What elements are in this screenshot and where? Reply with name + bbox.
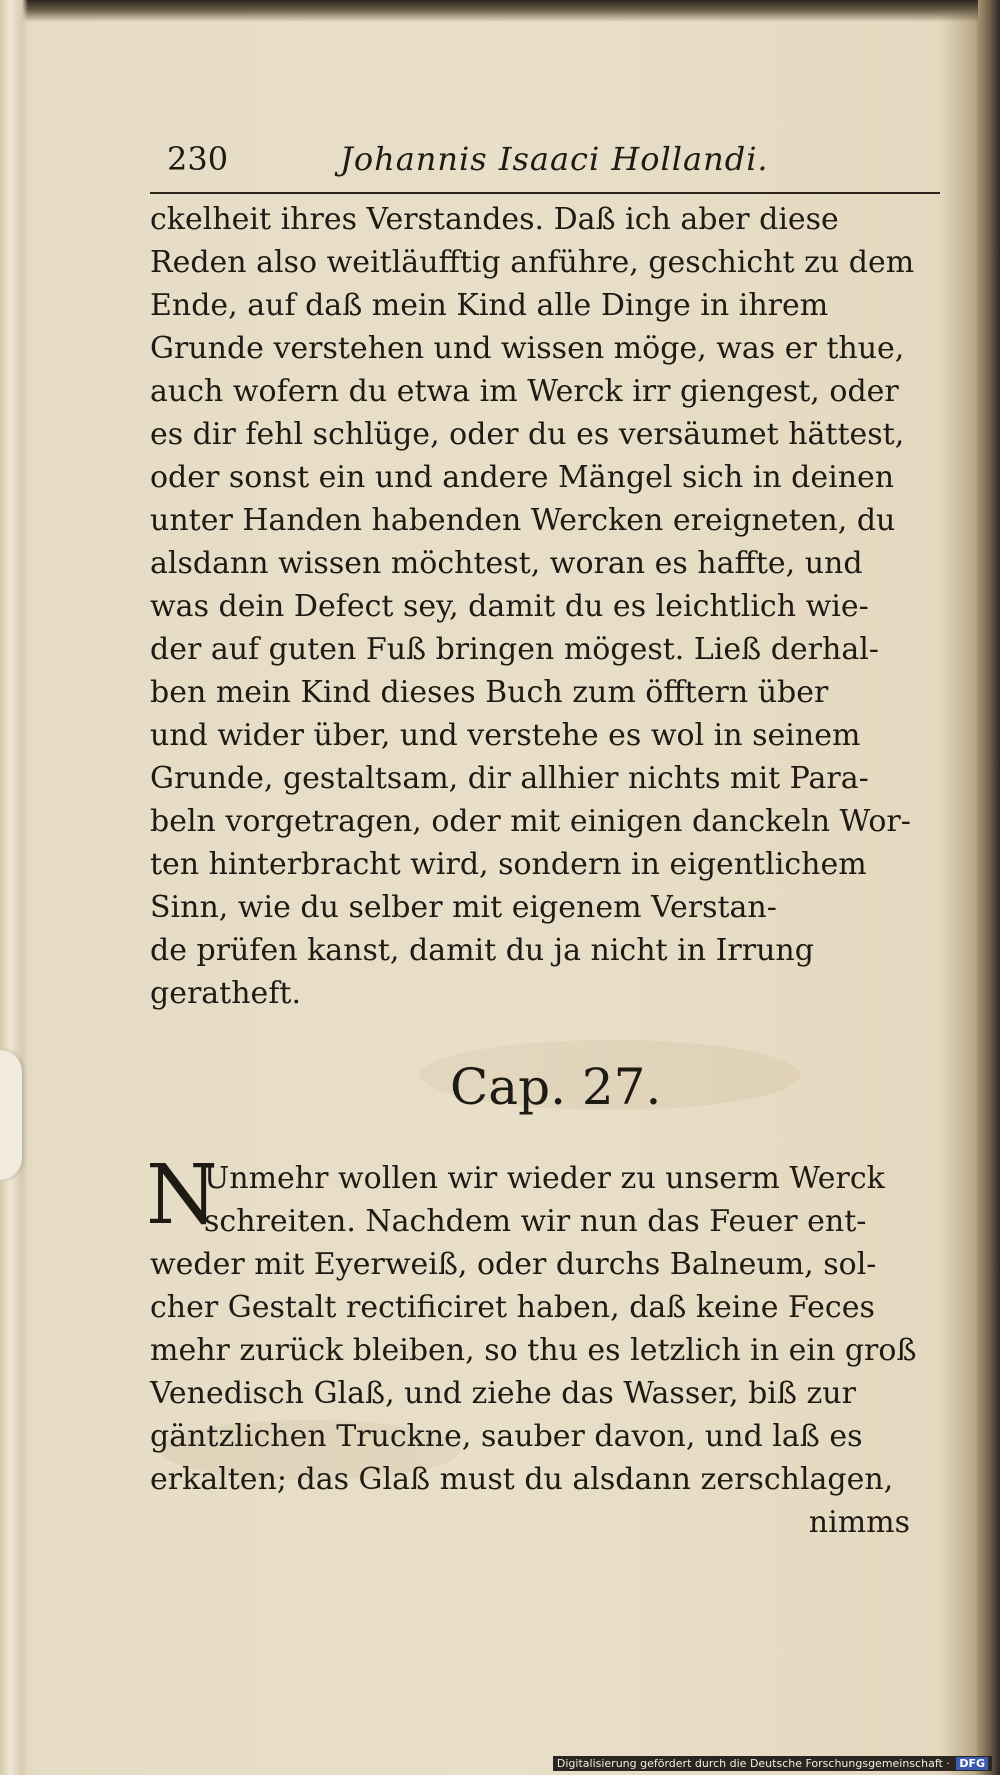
text-line: cher Gestalt rectificiret haben, daß keine Feces — [150, 1290, 875, 1325]
running-head: Johannis Isaaci Hollandi. — [340, 140, 769, 178]
text-line: beln vorgetragen, oder mit einigen danckeln Wor- — [150, 804, 911, 839]
text-line: es dir fehl schlüge, oder du es versäumet hättest, — [150, 417, 905, 452]
text-line: Venedisch Glaß, und ziehe das Wasser, biß zur — [150, 1376, 856, 1411]
text-line: Grunde verstehen und wissen möge, was er thue, — [150, 331, 905, 366]
catchword: nimms — [808, 1505, 910, 1540]
text-line: ben mein Kind dieses Buch zum öfftern über — [150, 675, 829, 710]
text-line: was dein Defect sey, damit du es leichtlich wie- — [150, 589, 869, 624]
text-line: erkalten; das Glaß must du alsdann zerschlagen, — [150, 1462, 894, 1497]
text-line: alsdann wissen möchtest, woran es haffte, und — [150, 546, 863, 581]
book-page-edges — [978, 0, 1000, 1775]
chapter-paragraph — [146, 1148, 940, 1544]
text-line: schreiten. Nachdem wir nun das Feuer ent- — [204, 1204, 867, 1239]
text-line: Reden also weitläufftig anführe, geschicht zu dem — [150, 245, 915, 280]
text-line: geratheft. — [150, 976, 302, 1011]
page-content — [146, 140, 940, 1544]
page-number: 230 — [167, 140, 229, 178]
text-line: der auf guten Fuß bringen mögest. Ließ derhal- — [150, 632, 879, 667]
text-line: Sinn, wie du selber mit eigenem Verstan- — [150, 890, 777, 925]
chapter-heading: Cap. 27. — [450, 1058, 662, 1116]
page-tab — [0, 1050, 22, 1180]
text-line: gäntzlichen Truckne, sauber davon, und laß es — [150, 1419, 863, 1454]
footer-credit: Digitalisierung gefördert durch die Deutsche Forschungsgemeinschaft · — [556, 1757, 950, 1770]
text-line: ten hinterbracht wird, sondern in eigentlichem — [150, 847, 867, 882]
text-line: weder mit Eyerweiß, oder durchs Balneum, sol- — [150, 1247, 877, 1282]
drop-cap-initial: N — [146, 1148, 218, 1243]
text-line: de prüfen kanst, damit du ja nicht in Irrung — [150, 933, 814, 968]
page-header — [150, 140, 940, 198]
text-line: unter Handen habenden Wercken ereigneten, du — [150, 503, 896, 538]
text-line: Unmehr wollen wir wieder zu unserm Werck — [204, 1161, 885, 1196]
text-line: Ende, auf daß mein Kind alle Dinge in ihrem — [150, 288, 829, 323]
body-text — [150, 198, 940, 1015]
digitization-footer — [553, 1756, 992, 1771]
header-rule — [150, 192, 940, 194]
dfg-logo: DFG — [956, 1757, 988, 1770]
text-line: Grunde, gestaltsam, dir allhier nichts mit Para- — [150, 761, 869, 796]
text-line: ckelheit ihres Verstandes. Daß ich aber diese — [150, 202, 839, 237]
book-binding — [0, 0, 28, 1775]
text-line: oder sonst ein und andere Mängel sich in deinen — [150, 460, 895, 495]
text-line: und wider über, und verstehe es wol in seinem — [150, 718, 861, 753]
book-top-edge — [0, 0, 1000, 22]
text-line: mehr zurück bleiben, so thu es letzlich in ein groß — [150, 1333, 917, 1368]
text-line: auch wofern du etwa im Werck irr giengest, oder — [150, 374, 899, 409]
